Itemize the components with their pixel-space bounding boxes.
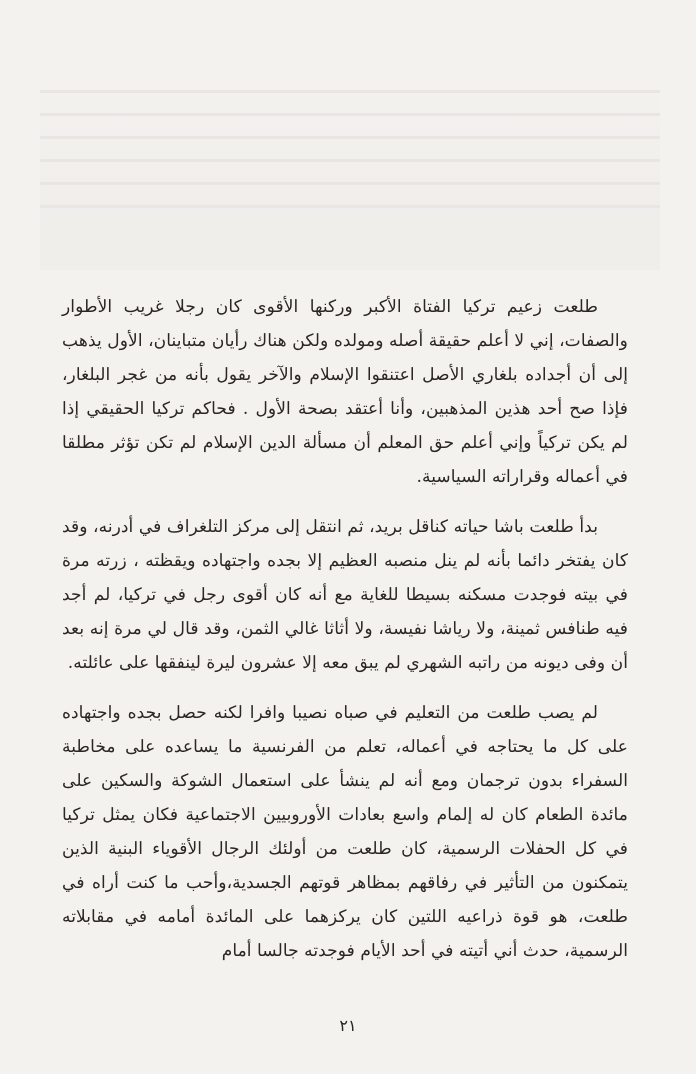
page-number: ٢١ — [339, 1016, 357, 1035]
paragraph-2: بدأ طلعت باشا حياته كناقل بريد، ثم انتقل إلى مركز التلغراف في أدرنه، وقد كان يفتخر دائما بأنه لم ينل منصبه العظيم إلا بجده واجتهاده ويقظته ، زرته مرة في بيته فوجدت مسكنه بسيطا للغاية مع أنه كان أقوى رجل في تركيا، لم أجد فيه طنافس ثمينة، ولا رياشا نفيسة، ولا أثاثا غالي الثمن، وقد قال لي مرة إنه بعد أن وفى ديونه من راتبه الشهري لم يبق معه إلا عشرون ليرة لينفقها على عائلته. — [62, 517, 628, 673]
ghost-line — [40, 159, 660, 162]
ghost-line — [40, 90, 660, 93]
paragraph-1: طلعت زعيم تركيا الفتاة الأكبر وركنها الأقوى كان رجلا غريب الأطوار والصفات، إني لا أعلم حقيقة أصله ومولده ولكن هناك رأيان متباينان، الأول يذهب إلى أن أجداده بلغاري الأصل اعتنقوا الإسلام والآخر يقول بأنه من غجر البلغار، فإذا صح أحد هذين المذهبين، وأنا أعتقد بصحة الأول . فحاكم تركيا الحقيقي إذا لم يكن تركياً وإني أعلم حق المعلم أن مسألة الدين الإسلام لم تكن تؤثر مطلقا في أعماله وقراراته السياسية. — [62, 297, 628, 487]
ghost-line — [40, 205, 660, 208]
ghost-line — [40, 182, 660, 185]
body-text — [62, 290, 628, 968]
ghost-line — [40, 113, 660, 116]
ghost-line — [40, 136, 660, 139]
paragraph-3: لم يصب طلعت من التعليم في صباه نصيبا وافرا لكنه حصل بجده واجتهاده على كل ما يحتاجه في أعماله، تعلم من الفرنسية ما يساعده على مخاطبة السفراء بدون ترجمان ومع أنه لم ينشأ على استعمال الشوكة والسكين على مائدة الطعام كان له إلمام واسع بعادات الأوروبيين الاجتماعية فكان يمثل تركيا في كل الحفلات الرسمية، كان طلعت من أولئك الرجال الأقوياء البنية الذين يتمكنون من التأثير في رفاقهم بمظاهر قوتهم الجسدية،وأحب ما كنت أراه في طلعت، هو قوة ذراعيه اللتين كان يركزهما على المائدة أمامه في مقابلاته الرسمية، حدث أني أتيته في أحد الأيام فوجدته جالسا أمام — [62, 703, 628, 961]
show-through-bleed — [40, 70, 660, 270]
